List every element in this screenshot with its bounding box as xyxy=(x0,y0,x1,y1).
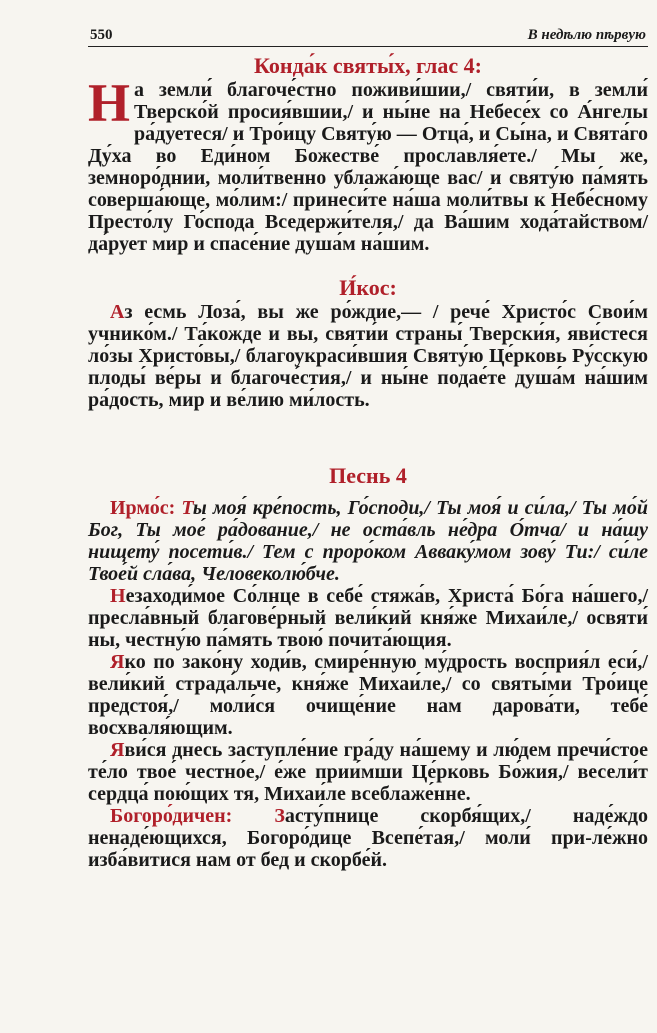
kontakion-heading: Конда́к святы́х, глас 4: xyxy=(254,53,482,78)
ikos-first-letter: А xyxy=(110,301,125,323)
theotokion-body: асту́пнице скорбя́щих,/ наде́ждо ненаде́ющихся, Богоро́дице Всепе́тая,/ моли́ при-ле́жно изба́витися нам от бед и скорбе́й. xyxy=(88,805,648,871)
ikos-body: з есмь Лоза́, вы же ро́ждие,— / рече́ Христо́с Свои́м учнико́м./ Та́кожде и вы, святи́и страны́ Тверски́я, яви́стеся ло́зы Христо́вы,/ благоукраси́вшия Святу́ю Це́рковь Ру́сскую плоды́ ве́ры и благоче́стия,/ и ны́не подае́те душа́м на́шим ра́дость, мир и ве́лию ми́лость. xyxy=(88,301,648,411)
theotokion-label: Богоро́дичен: xyxy=(110,805,233,827)
troparion-body: ви́ся днесь заступле́ние гра́ду на́шему и лю́дем пречи́стое те́ло твое́ честно́е,/ е́же прии́мши Це́рковь Бо́жия,/ весели́т сердца́ пою́щих тя, Михаи́ле всеблаже́нне. xyxy=(88,739,648,805)
ikos-text xyxy=(88,301,648,411)
kontakion-body: а земли́ благоче́стно поживи́шии,/ святи́и, в земли́ Тверско́й просия́вшии,/ и ны́не на Небесе́х со А́нгелы ра́дуетеся/ и Тро́ицу Святу́ю — Отца́, и Сы́на, и Свята́го Ду́ха во Еди́ном Божестве́ прославля́ете./ Мы же, земноро́днии, моли́твенно ублажа́юще вас/ и святу́ю па́мять соверша́юще, мо́лим:/ принеси́те на́ша моли́твы к Небе́сному Престо́лу Го́спода Вседержи́теля,/ да Ва́шим хода́тайством/ да́рует мир и спасе́ние душа́м на́шим. xyxy=(88,79,648,255)
book-page xyxy=(88,22,648,871)
irmos-first-letter: Т xyxy=(181,497,193,519)
troparion-1 xyxy=(88,585,648,651)
troparion-body: ко по зако́ну ходи́в, смире́нную му́дрость восприя́л еси́,/ вели́кий страда́льче, кня́же Михаи́ле,/ со святы́ми Тро́ице предстоя́,/ моли́ся очище́ние нам дарова́ти, тебе́ восхваля́ющим. xyxy=(88,651,648,739)
irmos-text xyxy=(88,497,648,585)
irmos-label: Ирмо́с: xyxy=(110,497,176,519)
troparion-3 xyxy=(88,739,648,805)
running-title: В недѣлю пѣрвую xyxy=(527,27,646,43)
page-number: 550 xyxy=(90,27,113,43)
troparion-first-letter: Н xyxy=(110,585,126,607)
theotokion-first-letter: З xyxy=(274,805,285,827)
kontakion-text xyxy=(88,73,648,255)
ikos-heading: И́кос: xyxy=(339,275,397,300)
theotokion-text xyxy=(88,805,648,871)
troparion-body: езаходи́мое Со́лнце в себе́ стяжа́в, Христа́ Бо́га на́шего,/ пресла́вный благове́рный вели́кий кня́же Михаи́ле,/ освяти́ ны, честну́ю па́мять твою́ почита́ющия. xyxy=(88,585,648,651)
drop-cap: Н xyxy=(88,73,131,133)
running-header xyxy=(88,22,648,47)
troparion-first-letter: Я xyxy=(110,651,125,673)
ode-heading: Песнь 4 xyxy=(329,463,407,488)
troparion-2 xyxy=(88,651,648,739)
troparion-first-letter: Я xyxy=(110,739,125,761)
irmos-body: ы моя́ кре́пость, Го́споди,/ Ты моя́ и си́ла,/ Ты мо́й Бог, Ты мое́ ра́дование,/ не оста́вль не́дра О́тча/ и на́шу нищету́ посети́в./ Тем с проро́ком Авваку́мом зову́ Ти:/ си́ле Твое́й сла́ва, Человеколю́бче. xyxy=(88,497,648,585)
